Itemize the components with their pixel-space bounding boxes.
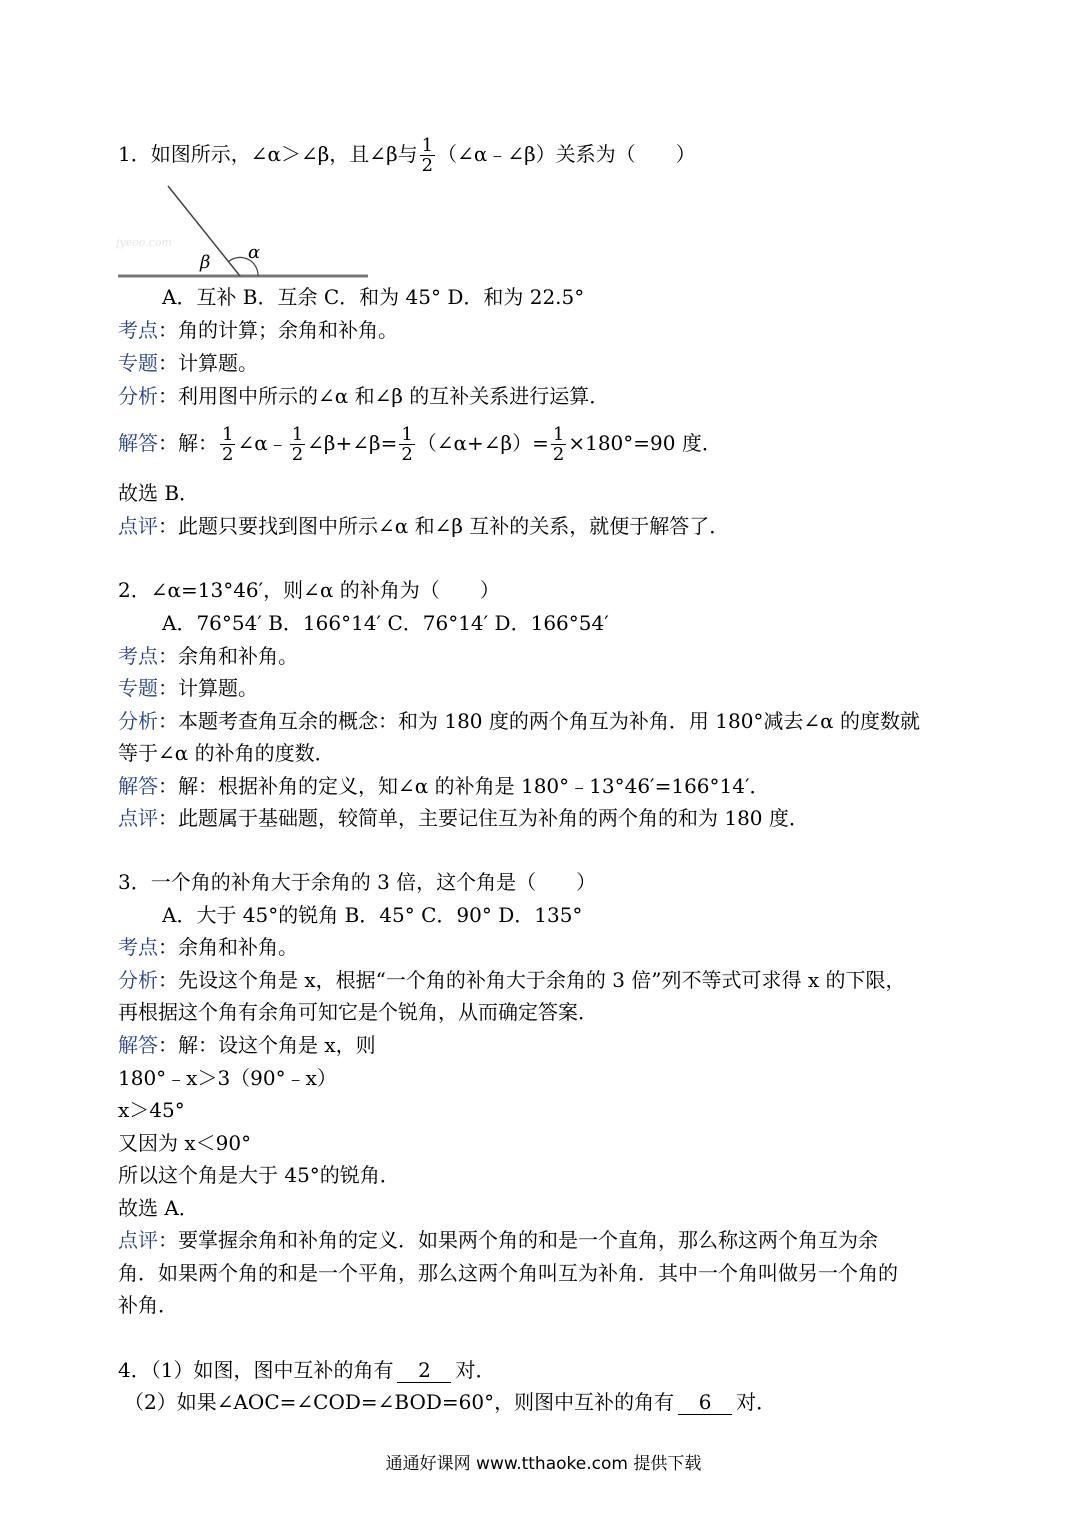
q3-kaodian [118, 935, 298, 959]
q3-jieda [118, 1033, 376, 1057]
q1-kaodian [118, 318, 398, 342]
q3-step-3: 又因为 x＜90° [118, 1131, 252, 1155]
q1-jieda-fraction-1: $\frac{1}{2}$ [222, 424, 234, 465]
q4-part-2-end: 对． [736, 1390, 777, 1414]
q1-guxuan: 故选 B． [118, 481, 200, 505]
q1-jieda-c: ∠β+∠β= [307, 431, 398, 455]
q3-step-1: 180°﹣x＞3（90°﹣x） [118, 1066, 337, 1090]
q1-jieda-d: （∠α+∠β）= [416, 431, 549, 455]
q3-dianping-text: ：要掌握余角和补角的定义．如果两个角的和是一个直角，那么称这两个角互为余 [158, 1228, 878, 1252]
q2-kaodian-label: 考点 [118, 644, 158, 668]
q1-zhuanti-label: 专题 [118, 351, 158, 375]
q1-jieda [118, 425, 722, 464]
q1-kaodian-label: 考点 [118, 318, 158, 342]
q2-dianping-label: 点评 [118, 806, 158, 830]
q3-stem: 3．一个角的补角大于余角的 3 倍，这个角是（ ） [118, 870, 597, 894]
q3-dianping-cont-2: 补角． [118, 1293, 178, 1317]
q1-jieda-fraction-3: $\frac{1}{2}$ [401, 424, 413, 465]
q1-jieda-b: ∠α﹣ [237, 431, 288, 455]
q1-stem-b: （∠α﹣∠β）关系为（ ） [437, 142, 696, 166]
q1-jieda-a: ：解： [158, 431, 218, 455]
q1-stem-a: 1．如图所示，∠α＞∠β，且∠β与 [118, 142, 418, 166]
q2-zhuanti-label: 专题 [118, 676, 158, 700]
q2-kaodian-text: ：余角和补角。 [158, 644, 298, 668]
q4-part-2-answer: 6 [678, 1390, 732, 1415]
q1-fenxi [118, 384, 609, 408]
q2-fenxi-label: 分析 [118, 709, 158, 733]
q3-fenxi [118, 968, 906, 992]
q1-fenxi-label: 分析 [118, 384, 158, 408]
q1-figure-beta: β [200, 252, 211, 273]
q1-options: A．互补 B．互余 C．和为 45° D．和为 22.5° [162, 285, 585, 309]
q2-zhuanti-text: ：计算题。 [158, 676, 258, 700]
q2-kaodian [118, 644, 298, 668]
q1-stem-fraction: $\frac{1}{2}$ [421, 135, 434, 176]
q3-kaodian-text: ：余角和补角。 [158, 935, 298, 959]
q2-zhuanti [118, 676, 258, 700]
q3-kaodian-label: 考点 [118, 935, 158, 959]
q3-jieda-text: ：解：设这个角是 x，则 [158, 1033, 376, 1057]
q3-fenxi-cont: 再根据这个角有余角可知它是个锐角，从而确定答案． [118, 1000, 598, 1024]
q1-dianping-label: 点评 [118, 514, 158, 538]
q3-step-4: 所以这个角是大于 45°的锐角． [118, 1163, 400, 1187]
q1-figure-watermark: jyeoo.com [116, 236, 172, 249]
q2-jieda [118, 774, 770, 798]
q4-part-1-text: 4．（1）如图，图中互补的角有 [118, 1358, 394, 1382]
q4-part-1-answer: 2 [397, 1358, 451, 1383]
q1-figure [116, 182, 372, 282]
q3-step-2: x＞45° [118, 1098, 185, 1122]
q2-stem: 2．∠α=13°46′，则∠α 的补角为（ ） [118, 578, 500, 602]
q1-dianping-text: ：此题只要找到图中所示∠α 和∠β 互补的关系，就便于解答了． [158, 514, 730, 538]
q3-dianping-label: 点评 [118, 1228, 158, 1252]
q2-dianping [118, 806, 809, 830]
q3-fenxi-text: ：先设这个角是 x，根据“一个角的补角大于余角的 3 倍”列不等式可求得 x 的下限， [158, 968, 906, 992]
q1-jieda-fraction-2: $\frac{1}{2}$ [291, 424, 304, 465]
q2-fenxi [118, 709, 920, 733]
q2-dianping-text: ：此题属于基础题，较简单，主要记住互为补角的两个角的和为 180 度． [158, 806, 809, 830]
q1-figure-alpha: α [248, 242, 261, 263]
q4-part-2 [124, 1390, 776, 1415]
q3-options: A．大于 45°的锐角 B．45° C．90° D．135° [162, 903, 583, 927]
q1-stem [118, 136, 696, 175]
q2-fenxi-text: ：本题考查角互余的概念：和为 180 度的两个角互为补角．用 180°减去∠α 的度数就 [158, 709, 921, 733]
q2-options: A．76°54′ B．166°14′ C．76°14′ D．166°54′ [162, 611, 609, 635]
q1-jieda-e: ×180°=90 度． [568, 431, 722, 455]
q3-fenxi-label: 分析 [118, 968, 158, 992]
q3-dianping [118, 1228, 878, 1252]
q3-step-5: 故选 A． [118, 1196, 199, 1220]
q3-dianping-cont-1: 角．如果两个角的和是一个平角，那么这两个角叫互为补角．其中一个角叫做另一个角的 [118, 1261, 898, 1285]
q4-part-1 [118, 1358, 495, 1383]
q2-fenxi-cont: 等于∠α 的补角的度数． [118, 741, 335, 765]
q1-fenxi-text: ：利用图中所示的∠α 和∠β 的互补关系进行运算． [158, 384, 610, 408]
q1-zhuanti [118, 351, 258, 375]
q1-jieda-label: 解答 [118, 431, 158, 455]
q1-dianping [118, 514, 729, 538]
page-footer: 通通好课网 www.tthaoke.com 提供下载 [385, 1454, 702, 1474]
q1-jieda-fraction-4: $\frac{1}{2}$ [552, 424, 565, 465]
q3-jieda-label: 解答 [118, 1033, 158, 1057]
q2-jieda-text: ：解：根据补角的定义，知∠α 的补角是 180°﹣13°46′=166°14′． [158, 774, 770, 798]
q4-part-2-text: （2）如果∠AOC=∠COD=∠BOD=60°，则图中互补的角有 [124, 1390, 675, 1414]
q4-part-1-end: 对． [455, 1358, 496, 1382]
q1-zhuanti-text: ：计算题。 [158, 351, 258, 375]
q2-jieda-label: 解答 [118, 774, 158, 798]
q1-kaodian-text: ：角的计算；余角和补角。 [158, 318, 398, 342]
